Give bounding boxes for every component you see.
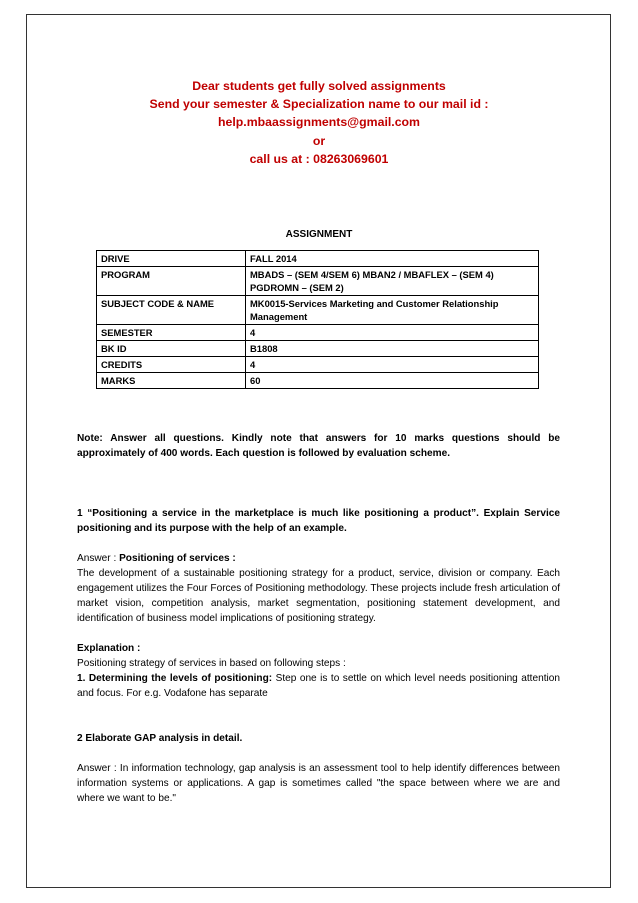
question-1: 1 “Positioning a service in the marketplace is much like positioning a product”. Explain Service positioning and its purpose with the help of an example. xyxy=(77,508,560,534)
q2-answer: Answer : In information technology, gap analysis is an assessment tool to help identify differences between information systems or applications. A gap is sometimes called "the space between where we are and where we want to be." xyxy=(77,763,560,804)
table-label: SUBJECT CODE & NAME xyxy=(97,296,246,325)
table-row xyxy=(97,251,539,267)
table-value: 4 xyxy=(246,325,539,341)
explanation-label: Explanation : xyxy=(77,643,141,654)
q1-answer-heading-line xyxy=(77,551,560,566)
assignment-title: ASSIGNMENT xyxy=(285,229,353,240)
table-value: MK0015-Services Marketing and Customer Relationship Management xyxy=(246,296,539,325)
table-row xyxy=(97,267,539,296)
table-label: SEMESTER xyxy=(97,325,246,341)
table-label: BK ID xyxy=(97,341,246,357)
header-phone: call us at : 08263069601 xyxy=(249,151,389,166)
table-value: 4 xyxy=(246,357,539,373)
table-value: B1808 xyxy=(246,341,539,357)
table-value: FALL 2014 xyxy=(246,251,539,267)
table-row xyxy=(97,325,539,341)
table-label: PROGRAM xyxy=(97,267,246,296)
answer-heading: Positioning of services : xyxy=(119,553,236,564)
explanation-text: Positioning strategy of services in based on following steps : xyxy=(77,658,346,669)
question-2: 2 Elaborate GAP analysis in detail. xyxy=(77,733,243,744)
q1-answer-text: The development of a sustainable positioning strategy for a product, service, division or company. Each engagement utilizes the Four Forces of Positioning methodology. These projects include fresh articulation of market vision, competition analysis, market segmentation, positioning statement development, and identification of business model implications of positioning strategy. xyxy=(77,568,560,624)
step-1-label: 1. Determining the levels of positioning: xyxy=(77,673,273,684)
assignment-info-table xyxy=(96,250,539,389)
table-row xyxy=(97,357,539,373)
table-label: CREDITS xyxy=(97,357,246,373)
document-body xyxy=(77,431,560,806)
note-paragraph: Note: Answer all questions. Kindly note that answers for 10 marks questions should be approximately of 400 words. Each question is followed by evaluation scheme. xyxy=(77,433,560,459)
table-row xyxy=(97,341,539,357)
header-line-1: Dear students get fully solved assignments xyxy=(192,79,446,93)
table-value: MBADS – (SEM 4/SEM 6) MBAN2 / MBAFLEX – (SEM 4) PGDROMN – (SEM 2) xyxy=(246,267,539,296)
table-row xyxy=(97,296,539,325)
contact-header xyxy=(0,77,638,168)
q1-step-1 xyxy=(77,671,560,701)
table-value: 60 xyxy=(246,373,539,389)
table-label: MARKS xyxy=(97,373,246,389)
answer-label: Answer : xyxy=(77,553,120,564)
header-email[interactable]: help.mbaassignments@gmail.com xyxy=(218,115,420,130)
table-row xyxy=(97,373,539,389)
header-line-2: Send your semester & Specialization name to our mail id : xyxy=(149,97,489,112)
table-label: DRIVE xyxy=(97,251,246,267)
step-1-text: Step one is to settle on which level needs positioning attention and focus. For e.g. Vodafone has separate xyxy=(77,673,560,699)
header-or: or xyxy=(312,133,326,148)
